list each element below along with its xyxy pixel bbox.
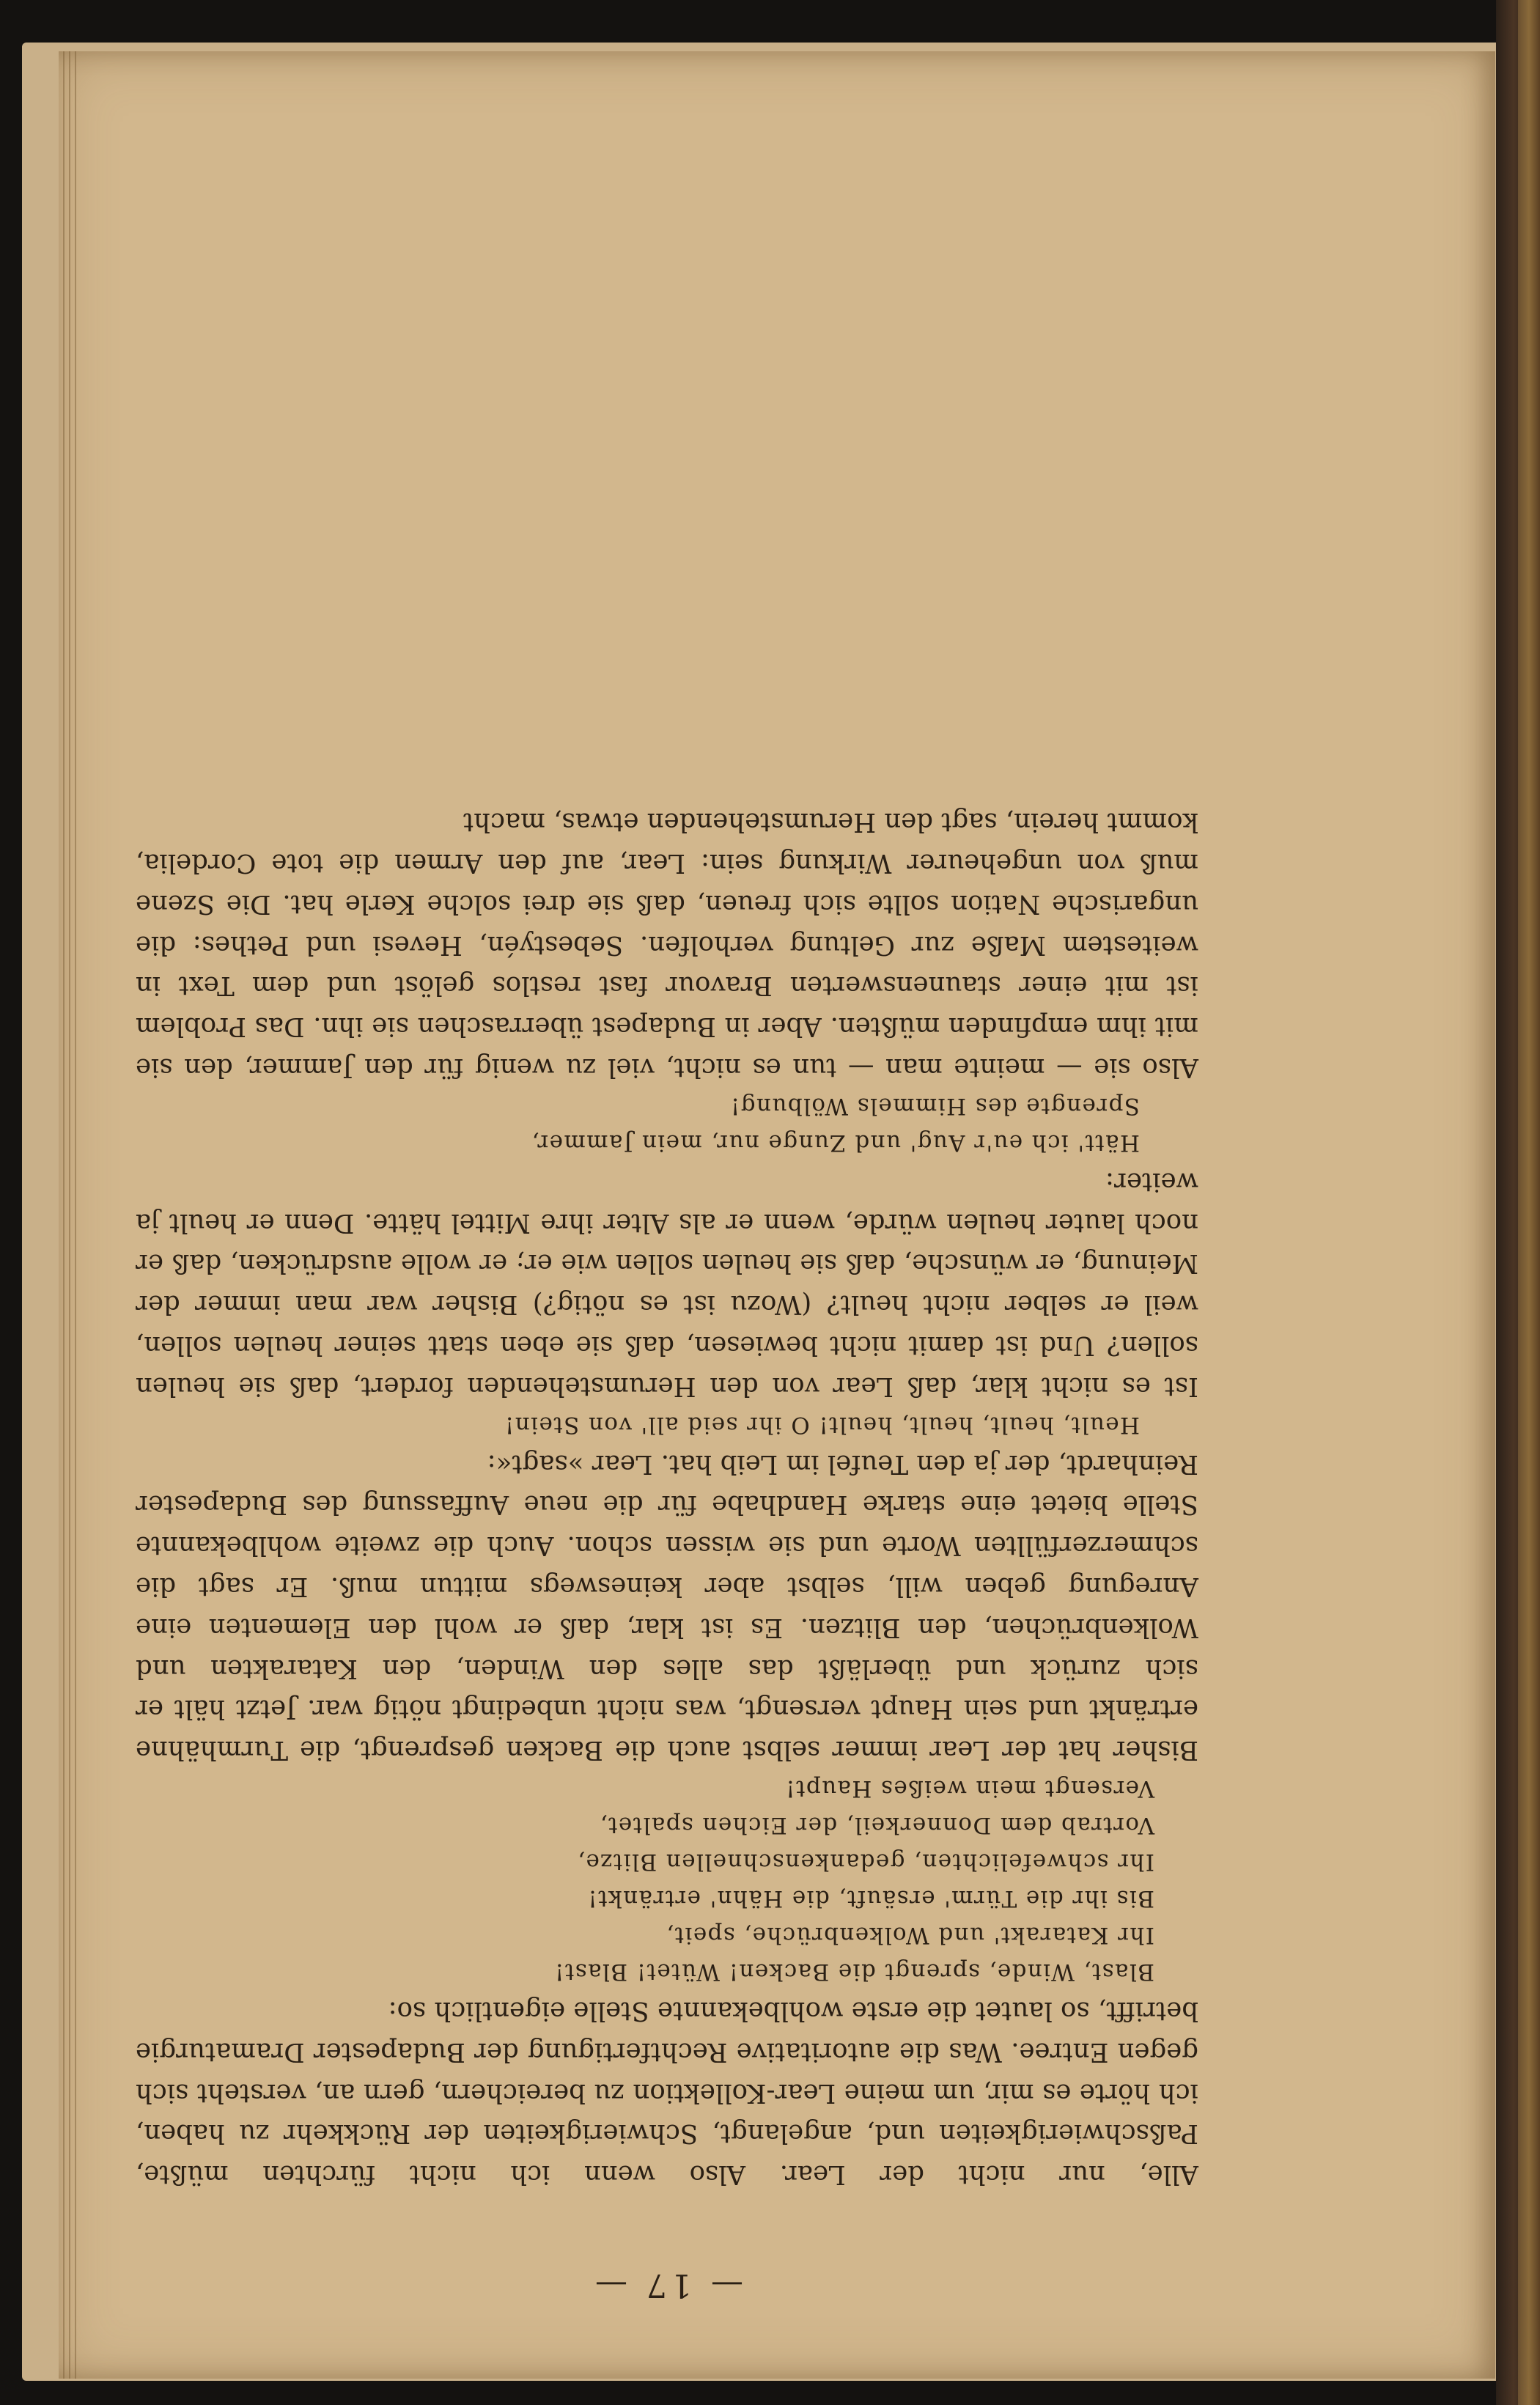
rotated-text-block	[59, 51, 1495, 2379]
verse-quote-2: Heult, heult, heult, heult! O ihr seid all' von Stein!	[504, 1411, 1140, 1438]
paragraph-1: Alle, nur nicht der Lear. Also wenn ich nicht fürchten müßte, Paßschwierigkeiten und, angelangt, Schwierigkeiten der Rückkehr zu haben, ich hörte es mir, um meine Lear-Kollektion zu bereichern, gern an, versteht sich gegen Entree. Was die autoritative Rechtfertigung der Budapester Dramaturgie betrifft, so lautet die erste wohlbekannte Stelle eigentlich so:	[136, 1996, 1198, 2190]
bookmark-ribbon	[1518, 0, 1540, 2405]
page-text	[136, 801, 1198, 2305]
paragraph-4: Also sie — meinte man — tun es nicht, viel zu wenig für den Jammer, den sie mit ihm empfinden müßten. Aber in Budapest überraschen sie ihn. Das Problem ist mit einer staunenswerten Bravour fast restlos gelöst und dem Text in weitestem Maße zur Geltung verholfen. Sebestyén, Hevesi und Pethes: die ungarische Nation sollte sich freuen, daß sie drei solche Kerle hat. Die Szene muß von ungeheurer Wirkung sein: Lear, auf den Armen die tote Cordelia, kommt herein, sagt den Herumstehenden etwas, macht	[136, 807, 1198, 1083]
verse-quote-3: Hätt' ich eu'r Aug' und Zunge nur, mein Jammer, Sprengte des Himmels Wölbung!	[531, 1093, 1140, 1157]
paragraph-2: Bisher hat der Lear immer selbst auch die Backen gesprengt, die Turmhähne ertränkt und sein Haupt versengt, was nicht unbedingt nötig war. Jetzt hält er sich zurück und überläßt das alles den Winden, den Katarakten und Wolkenbrüchen, den Blitzen. Es ist klar, daß er wohl den Elementen eine Anregung geben will, selbst aber keineswegs mittun muß. Er sagt die schmerzerfüllten Worte und sie wissen schon. Auch die zweite wohlbekannte Stelle bietet eine starke Handhabe für die neue Auffassung des Budapester Reinhardt, der ja den Teufel im Leib hat. Lear »sagt«:	[136, 1448, 1198, 1766]
paragraph-3: Ist es nicht klar, daß Lear von den Herumstehenden fordert, daß sie heulen sollen? Und ist damit nicht bewiesen, daß sie eben statt seiner heulen sollen, weil er selber nicht heult? (Wozu ist es nötig?) Bisher war man immer der Meinung, er wünsche, daß sie heulen sollen wie er; er wolle ausdrücken, daß er noch lauter heulen würde, wenn er als Alter ihre Mittel hätte. Denn er heult ja weiter:	[136, 1166, 1198, 1402]
verse-quote-1: Blast, Winde, sprengt die Backen! Wütet! Blast! Ihr Katarakt' und Wolkenbrüche, speit, Bis ihr die Türm' ersäuft, die Hähn' ertränkt! Ihr schwefelichten, gedankenschnellen Blitze, Vortrab dem Donnerkeil, der Eichen spaltet, Versengt mein weißes Haupt!	[553, 1775, 1154, 1986]
page-number: — 17 —	[591, 2266, 743, 2304]
